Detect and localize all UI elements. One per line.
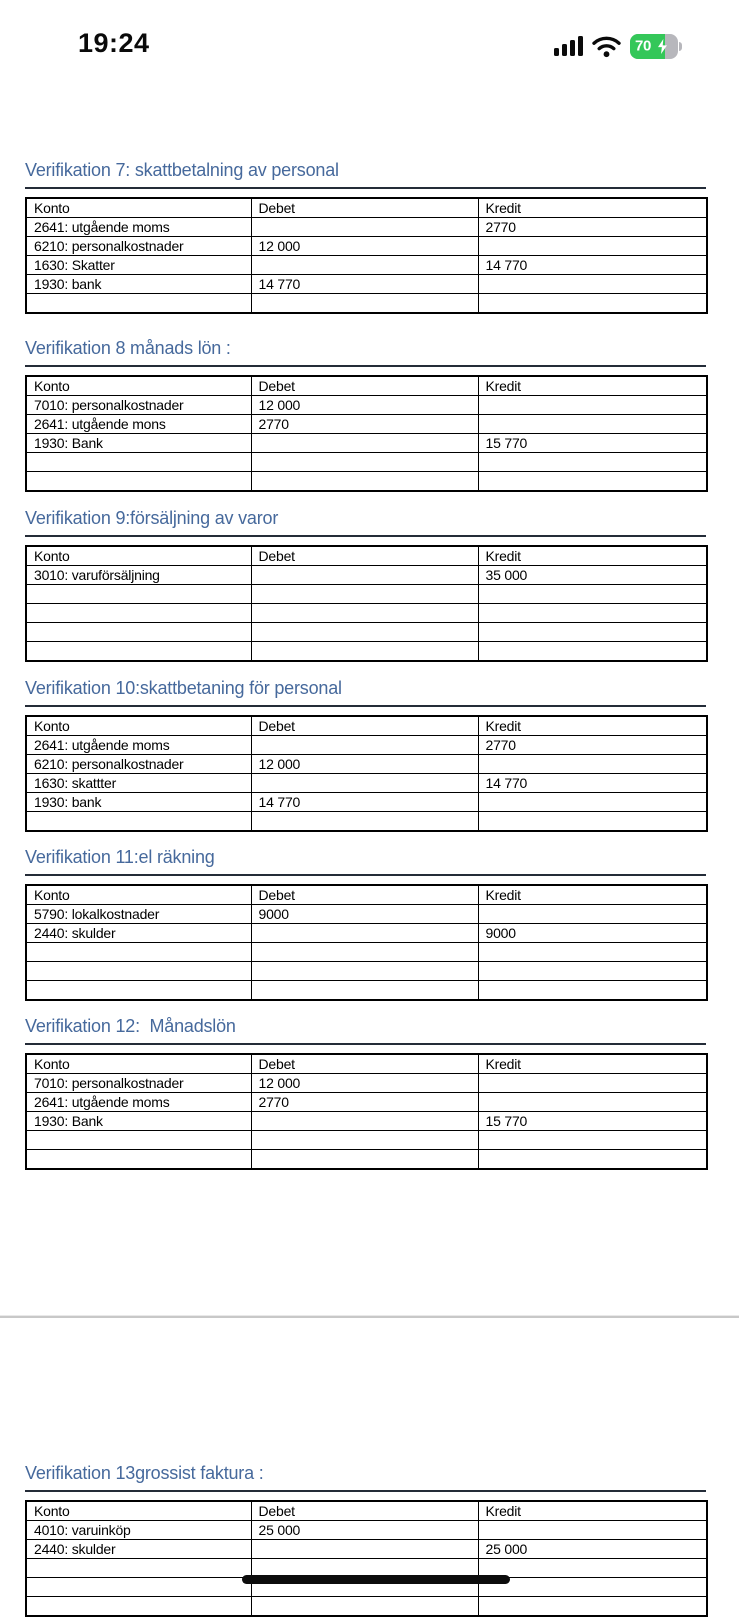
verification-table: [25, 545, 708, 662]
table-row: [26, 566, 707, 585]
debet-cell: [251, 924, 478, 943]
verification-section: [25, 676, 706, 832]
debet-cell: 12 000: [251, 755, 478, 774]
konto-cell: 1930: Bank: [26, 434, 251, 453]
debet-cell: 12 000: [251, 396, 478, 415]
section-heading: Verifikation 9:försäljning av varor: [25, 506, 706, 537]
kredit-cell: 9000: [478, 924, 707, 943]
debet-cell: [251, 1112, 478, 1131]
kredit-cell: 15 770: [478, 434, 707, 453]
debet-cell: [251, 566, 478, 585]
konto-cell: 1630: skattter: [26, 774, 251, 793]
table-row: [26, 1131, 707, 1150]
debet-cell: [251, 585, 478, 604]
debet-cell: [251, 642, 478, 662]
table-row: [26, 604, 707, 623]
kredit-cell: [478, 642, 707, 662]
debet-cell: [251, 1540, 478, 1559]
konto-cell: 1630: Skatter: [26, 256, 251, 275]
kredit-cell: [478, 623, 707, 642]
konto-cell: [26, 981, 251, 1001]
kredit-cell: [478, 1093, 707, 1112]
verification-table: [25, 715, 708, 832]
konto-cell: [26, 1131, 251, 1150]
debet-cell: 12 000: [251, 1074, 478, 1093]
konto-cell: [26, 585, 251, 604]
konto-cell: 2440: skulder: [26, 924, 251, 943]
column-header: Kredit: [478, 885, 707, 905]
debet-cell: [251, 1597, 478, 1617]
verification-table: [25, 1053, 708, 1170]
page-divider: [0, 1316, 739, 1318]
konto-cell: [26, 1559, 251, 1578]
column-header: Konto: [26, 546, 251, 566]
verification-section: [25, 158, 706, 314]
table-row: [26, 434, 707, 453]
konto-cell: 2440: skulder: [26, 1540, 251, 1559]
column-header: Konto: [26, 1054, 251, 1074]
table-row: [26, 218, 707, 237]
kredit-cell: [478, 1150, 707, 1170]
debet-cell: 2770: [251, 415, 478, 434]
section-heading: Verifikation 13grossist faktura :: [25, 1461, 706, 1492]
table-row: [26, 812, 707, 832]
battery-percent: 70: [635, 37, 652, 55]
table-row: [26, 396, 707, 415]
table-row: [26, 472, 707, 492]
table-row: [26, 1540, 707, 1559]
debet-cell: [251, 294, 478, 314]
konto-cell: 3010: varuförsäljning: [26, 566, 251, 585]
table-row: [26, 642, 707, 662]
kredit-cell: [478, 396, 707, 415]
konto-cell: [26, 642, 251, 662]
column-header: Debet: [251, 1054, 478, 1074]
kredit-cell: [478, 1559, 707, 1578]
konto-cell: [26, 604, 251, 623]
debet-cell: [251, 453, 478, 472]
table-row: [26, 793, 707, 812]
kredit-cell: 25 000: [478, 1540, 707, 1559]
kredit-cell: [478, 962, 707, 981]
table-header-row: [26, 198, 707, 218]
verification-table: [25, 197, 708, 314]
debet-cell: 25 000: [251, 1521, 478, 1540]
column-header: Kredit: [478, 198, 707, 218]
verification-section: [25, 506, 706, 662]
column-header: Kredit: [478, 1054, 707, 1074]
konto-cell: 2641: utgående mons: [26, 415, 251, 434]
column-header: Kredit: [478, 546, 707, 566]
kredit-cell: 14 770: [478, 256, 707, 275]
column-header: Kredit: [478, 376, 707, 396]
konto-cell: 1930: bank: [26, 275, 251, 294]
section-heading: Verifikation 10:skattbetaning för personal: [25, 676, 706, 707]
konto-cell: [26, 453, 251, 472]
debet-cell: [251, 256, 478, 275]
table-row: [26, 1521, 707, 1540]
kredit-cell: [478, 472, 707, 492]
table-header-row: [26, 376, 707, 396]
kredit-cell: [478, 415, 707, 434]
table-row: [26, 1093, 707, 1112]
section-heading: Verifikation 11:el räkning: [25, 845, 706, 876]
kredit-cell: [478, 1597, 707, 1617]
table-header-row: [26, 885, 707, 905]
table-header-row: [26, 1501, 707, 1521]
konto-cell: 6210: personalkostnader: [26, 237, 251, 256]
column-header: Konto: [26, 885, 251, 905]
debet-cell: [251, 1150, 478, 1170]
column-header: Debet: [251, 198, 478, 218]
konto-cell: 4010: varuinköp: [26, 1521, 251, 1540]
konto-cell: 1930: Bank: [26, 1112, 251, 1131]
kredit-cell: 15 770: [478, 1112, 707, 1131]
section-heading: Verifikation 12: Månadslön: [25, 1014, 706, 1045]
column-header: Konto: [26, 716, 251, 736]
table-row: [26, 1150, 707, 1170]
debet-cell: [251, 962, 478, 981]
debet-cell: 14 770: [251, 793, 478, 812]
table-row: [26, 237, 707, 256]
table-header-row: [26, 716, 707, 736]
kredit-cell: 35 000: [478, 566, 707, 585]
kredit-cell: [478, 793, 707, 812]
table-row: [26, 981, 707, 1001]
debet-cell: [251, 434, 478, 453]
kredit-cell: [478, 237, 707, 256]
kredit-cell: 2770: [478, 736, 707, 755]
section-heading: Verifikation 7: skattbetalning av personal: [25, 158, 706, 189]
table-row: [26, 1074, 707, 1093]
column-header: Konto: [26, 376, 251, 396]
konto-cell: 5790: lokalkostnader: [26, 905, 251, 924]
konto-cell: 2641: utgående moms: [26, 1093, 251, 1112]
konto-cell: [26, 623, 251, 642]
column-header: Debet: [251, 716, 478, 736]
konto-cell: 7010: personalkostnader: [26, 1074, 251, 1093]
verification-table: [25, 1500, 708, 1617]
kredit-cell: [478, 585, 707, 604]
debet-cell: [251, 812, 478, 832]
table-row: [26, 962, 707, 981]
debet-cell: 9000: [251, 905, 478, 924]
column-header: Debet: [251, 546, 478, 566]
konto-cell: [26, 1150, 251, 1170]
konto-cell: [26, 294, 251, 314]
column-header: Kredit: [478, 1501, 707, 1521]
konto-cell: 1930: bank: [26, 793, 251, 812]
debet-cell: [251, 623, 478, 642]
home-indicator[interactable]: [242, 1575, 510, 1584]
table-row: [26, 736, 707, 755]
debet-cell: [251, 218, 478, 237]
debet-cell: 12 000: [251, 237, 478, 256]
debet-cell: [251, 774, 478, 793]
table-row: [26, 1112, 707, 1131]
kredit-cell: [478, 294, 707, 314]
table-row: [26, 415, 707, 434]
kredit-cell: [478, 1578, 707, 1597]
konto-cell: 6210: personalkostnader: [26, 755, 251, 774]
kredit-cell: [478, 981, 707, 1001]
kredit-cell: [478, 604, 707, 623]
kredit-cell: [478, 1074, 707, 1093]
verification-table: [25, 884, 708, 1001]
column-header: Kredit: [478, 716, 707, 736]
konto-cell: [26, 962, 251, 981]
column-header: Debet: [251, 885, 478, 905]
verification-table: [25, 375, 708, 492]
column-header: Konto: [26, 198, 251, 218]
kredit-cell: [478, 453, 707, 472]
debet-cell: [251, 604, 478, 623]
verification-section: [25, 1461, 706, 1617]
konto-cell: 7010: personalkostnader: [26, 396, 251, 415]
table-row: [26, 943, 707, 962]
table-row: [26, 294, 707, 314]
verification-section: [25, 1014, 706, 1170]
debet-cell: [251, 981, 478, 1001]
table-row: [26, 275, 707, 294]
konto-cell: 2641: utgående moms: [26, 736, 251, 755]
kredit-cell: [478, 1521, 707, 1540]
debet-cell: [251, 1131, 478, 1150]
konto-cell: [26, 943, 251, 962]
table-row: [26, 1597, 707, 1617]
kredit-cell: [478, 943, 707, 962]
kredit-cell: 2770: [478, 218, 707, 237]
table-row: [26, 585, 707, 604]
kredit-cell: 14 770: [478, 774, 707, 793]
table-header-row: [26, 1054, 707, 1074]
debet-cell: 2770: [251, 1093, 478, 1112]
konto-cell: [26, 812, 251, 832]
debet-cell: 14 770: [251, 275, 478, 294]
kredit-cell: [478, 812, 707, 832]
table-row: [26, 453, 707, 472]
table-row: [26, 623, 707, 642]
kredit-cell: [478, 755, 707, 774]
kredit-cell: [478, 1131, 707, 1150]
table-row: [26, 256, 707, 275]
debet-cell: [251, 472, 478, 492]
section-heading: Verifikation 8 månads lön :: [25, 336, 706, 367]
table-row: [26, 755, 707, 774]
konto-cell: [26, 1597, 251, 1617]
column-header: Konto: [26, 1501, 251, 1521]
table-row: [26, 924, 707, 943]
table-header-row: [26, 546, 707, 566]
column-header: Debet: [251, 1501, 478, 1521]
verification-section: [25, 336, 706, 492]
kredit-cell: [478, 275, 707, 294]
status-time: 19:24: [78, 28, 150, 58]
table-row: [26, 774, 707, 793]
column-header: Debet: [251, 376, 478, 396]
table-row: [26, 905, 707, 924]
debet-cell: [251, 943, 478, 962]
konto-cell: [26, 1578, 251, 1597]
verification-section: [25, 845, 706, 1001]
konto-cell: [26, 472, 251, 492]
kredit-cell: [478, 905, 707, 924]
konto-cell: 2641: utgående moms: [26, 218, 251, 237]
debet-cell: [251, 736, 478, 755]
